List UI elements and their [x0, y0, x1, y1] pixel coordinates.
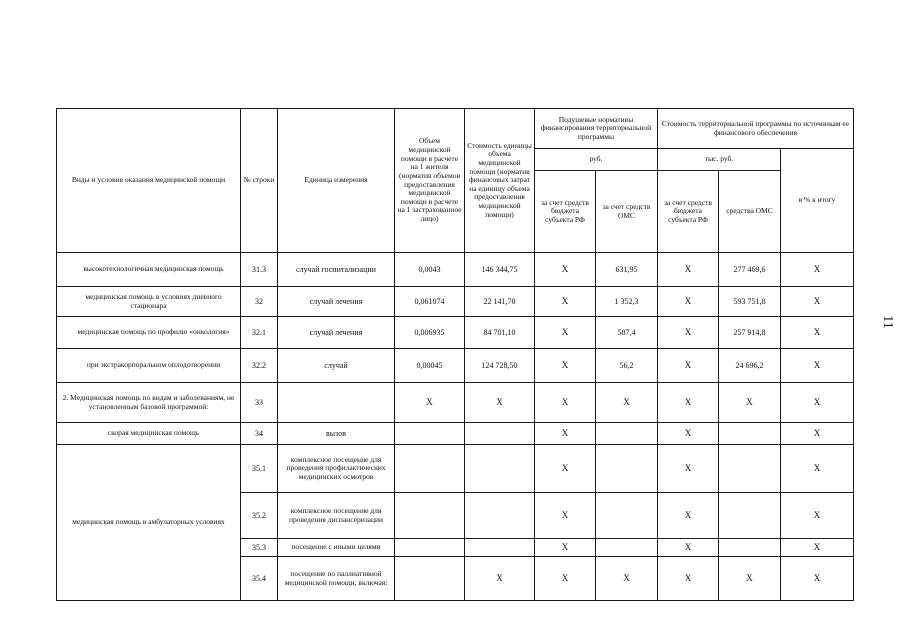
row-unit: случай — [278, 349, 395, 383]
row-unit: случай лечения — [278, 287, 395, 317]
row-percent: X — [781, 383, 854, 423]
row-cost — [465, 539, 535, 557]
row-budget-thous: X — [658, 383, 719, 423]
row-oms: X — [596, 383, 658, 423]
header-per-capita: Подушевые нормативы финансирования территориальной программы — [535, 109, 658, 149]
row-budget: X — [535, 423, 596, 445]
row-percent: X — [781, 253, 854, 287]
row-no: 32.2 — [241, 349, 278, 383]
row-budget-thous: X — [658, 445, 719, 493]
row-budget-thous: X — [658, 287, 719, 317]
row-cost: 146 344,75 — [465, 253, 535, 287]
page-number: 11 — [880, 315, 895, 329]
header-rub: руб. — [535, 149, 658, 171]
header-row-no: № строки — [241, 109, 278, 253]
header-program-cost: Стоимость территориальной программы по источникам ее финансового обеспечения — [658, 109, 854, 149]
row-budget-thous: X — [658, 349, 719, 383]
row-oms-thous: 277 469,6 — [719, 253, 781, 287]
row-budget: X — [535, 287, 596, 317]
row-cost: 22 141,70 — [465, 287, 535, 317]
row-budget: X — [535, 317, 596, 349]
row-oms-thous: X — [719, 383, 781, 423]
row-unit — [278, 383, 395, 423]
table-row — [57, 253, 854, 287]
table-row — [57, 287, 854, 317]
row-oms: 587,4 — [596, 317, 658, 349]
header-volume: Объем медицинской помощи в расчете на 1 жителя (норматив объемов предоставления медицинской помощи в расчете на 1 застрахованное лицо) — [395, 109, 465, 253]
header-cost: Стоимость единицы объема медицинской помощи (норматив финансовых затрат на единицу объема предоставления медицинской помощи) — [465, 109, 535, 253]
row-budget: X — [535, 493, 596, 539]
row-cost — [465, 423, 535, 445]
row-oms — [596, 539, 658, 557]
row-volume — [395, 557, 465, 601]
row-no: 33 — [241, 383, 278, 423]
row-volume: 0,061074 — [395, 287, 465, 317]
row-oms: 1 352,3 — [596, 287, 658, 317]
row-volume: 0,0043 — [395, 253, 465, 287]
row-volume — [395, 445, 465, 493]
row-unit: посещение по паллиативной медицинской помощи, включая: — [278, 557, 395, 601]
header-percent: в % к итогу — [781, 149, 854, 253]
header-thous-rub: тыс. руб. — [658, 149, 781, 171]
header-budget-thous: за счет средств бюджета субъекта РФ — [658, 171, 719, 253]
row-volume — [395, 423, 465, 445]
row-oms-thous — [719, 423, 781, 445]
row-cost: X — [465, 383, 535, 423]
row-cost: 84 701,10 — [465, 317, 535, 349]
row-name: медицинская помощь в условиях дневного стационара — [57, 287, 241, 317]
row-name: медицинская помощь по профилю «онкология» — [57, 317, 241, 349]
row-name: при экстракорпоральном оплодотворении — [57, 349, 241, 383]
row-budget: X — [535, 383, 596, 423]
row-oms — [596, 445, 658, 493]
row-name: 2. Медицинская помощь по видам и заболеваниям, не установленным базовой программой: — [57, 383, 241, 423]
row-no: 35.1 — [241, 445, 278, 493]
row-cost — [465, 493, 535, 539]
row-oms — [596, 423, 658, 445]
row-oms — [596, 493, 658, 539]
row-budget: X — [535, 253, 596, 287]
row-volume: 0,006935 — [395, 317, 465, 349]
row-oms-thous: 593 751,8 — [719, 287, 781, 317]
table-row — [57, 445, 854, 493]
row-no: 32.1 — [241, 317, 278, 349]
financing-table — [56, 108, 854, 601]
row-budget: X — [535, 539, 596, 557]
row-percent: X — [781, 349, 854, 383]
row-percent: X — [781, 317, 854, 349]
row-oms: X — [596, 557, 658, 601]
table-row — [57, 423, 854, 445]
row-no: 31.3 — [241, 253, 278, 287]
header-unit: Единица измерения — [278, 109, 395, 253]
row-percent: X — [781, 445, 854, 493]
header-kind: Виды и условия оказания медицинской помощи — [57, 109, 241, 253]
row-oms: 56,2 — [596, 349, 658, 383]
row-budget: X — [535, 349, 596, 383]
row-no: 35.2 — [241, 493, 278, 539]
row-volume — [395, 493, 465, 539]
table-row — [57, 383, 854, 423]
row-budget: X — [535, 445, 596, 493]
row-cost: 124 728,50 — [465, 349, 535, 383]
row-percent: X — [781, 423, 854, 445]
row-unit: случай лечения — [278, 317, 395, 349]
row-oms-thous: X — [719, 557, 781, 601]
header-budget: за счет средств бюджета субъекта РФ — [535, 171, 596, 253]
row-no: 35.4 — [241, 557, 278, 601]
row-unit: посещение с иными целями — [278, 539, 395, 557]
table-row — [57, 349, 854, 383]
row-unit: случай госпитализации — [278, 253, 395, 287]
row-percent: X — [781, 539, 854, 557]
row-oms-thous — [719, 493, 781, 539]
row-budget-thous: X — [658, 557, 719, 601]
row-name: высокотехнологичная медицинская помощь — [57, 253, 241, 287]
row-no: 34 — [241, 423, 278, 445]
header-oms-thous: средства ОМС — [719, 171, 781, 253]
row-budget-thous: X — [658, 423, 719, 445]
ambulatory-name: медицинская помощь в амбулаторных условиях — [57, 445, 241, 601]
table-row — [57, 317, 854, 349]
row-budget-thous: X — [658, 539, 719, 557]
header-oms: за счет средств ОМС — [596, 171, 658, 253]
row-oms-thous — [719, 539, 781, 557]
row-oms-thous: 24 696,2 — [719, 349, 781, 383]
row-budget-thous: X — [658, 253, 719, 287]
row-percent: X — [781, 493, 854, 539]
row-budget: X — [535, 557, 596, 601]
row-volume: X — [395, 383, 465, 423]
row-cost — [465, 445, 535, 493]
row-volume: 0,00045 — [395, 349, 465, 383]
row-percent: X — [781, 557, 854, 601]
row-budget-thous: X — [658, 317, 719, 349]
row-unit: вызов — [278, 423, 395, 445]
row-no: 32 — [241, 287, 278, 317]
row-name: скорая медицинская помощь — [57, 423, 241, 445]
row-oms-thous: 257 914,8 — [719, 317, 781, 349]
row-oms: 631,95 — [596, 253, 658, 287]
row-cost: X — [465, 557, 535, 601]
row-unit: комплексное посещение для проведения профилактических медицинских осмотров — [278, 445, 395, 493]
row-volume — [395, 539, 465, 557]
row-percent: X — [781, 287, 854, 317]
row-budget-thous: X — [658, 493, 719, 539]
row-no: 35.3 — [241, 539, 278, 557]
row-unit: комплексное посещение для проведения диспансеризации — [278, 493, 395, 539]
row-oms-thous — [719, 445, 781, 493]
